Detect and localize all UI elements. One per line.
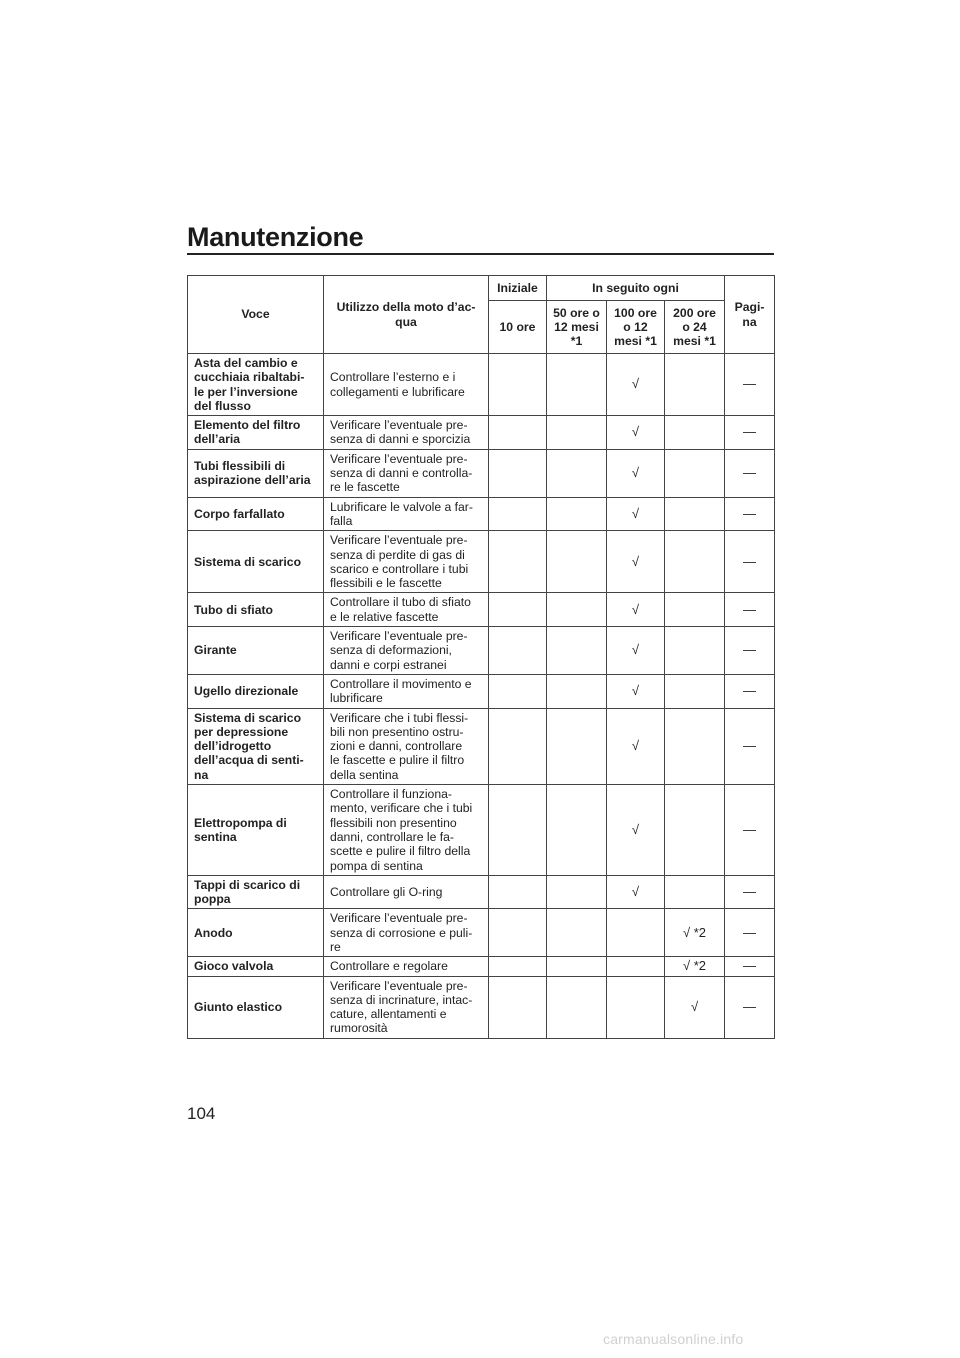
row-page: —	[725, 909, 775, 957]
row-100h	[607, 957, 665, 976]
page-number: 104	[187, 1104, 216, 1123]
row-use: Controllare il tubo di sfiato e le relative fascette	[324, 593, 489, 627]
row-10h	[489, 976, 547, 1038]
row-page: —	[725, 708, 775, 784]
row-10h	[489, 708, 547, 784]
row-50h	[547, 875, 607, 909]
watermark: carmanualsonline.info	[603, 1331, 744, 1347]
row-item: Tubi flessibili di aspirazione dell’aria	[188, 449, 324, 497]
table-row	[188, 416, 775, 450]
row-200h	[665, 593, 725, 627]
row-item: Gioco valvola	[188, 957, 324, 976]
row-200h	[665, 875, 725, 909]
row-100h: √	[607, 875, 665, 909]
row-use: Verificare l’eventuale pre- senza di corrosione e puli- re	[324, 909, 489, 957]
row-page: —	[725, 976, 775, 1038]
row-200h	[665, 627, 725, 675]
row-50h	[547, 416, 607, 450]
row-200h	[665, 416, 725, 450]
row-page: —	[725, 627, 775, 675]
row-100h: √	[607, 627, 665, 675]
table-row	[188, 497, 775, 531]
row-10h	[489, 354, 547, 416]
row-item: Tappi di scarico di poppa	[188, 875, 324, 909]
row-50h	[547, 593, 607, 627]
row-page: —	[725, 449, 775, 497]
table-row	[188, 593, 775, 627]
row-10h	[489, 957, 547, 976]
table-row	[188, 674, 775, 708]
row-200h: √	[665, 976, 725, 1038]
row-item: Elettropompa di sentina	[188, 785, 324, 876]
row-use: Controllare e regolare	[324, 957, 489, 976]
row-200h	[665, 497, 725, 531]
table-row	[188, 708, 775, 784]
row-page: —	[725, 785, 775, 876]
col-header-10h: 10 ore	[489, 301, 547, 354]
row-page: —	[725, 354, 775, 416]
row-100h: √	[607, 708, 665, 784]
table-row	[188, 957, 775, 976]
title-divider	[187, 253, 774, 255]
table-row	[188, 976, 775, 1038]
table-row	[188, 449, 775, 497]
row-50h	[547, 449, 607, 497]
row-100h: √	[607, 785, 665, 876]
row-100h: √	[607, 354, 665, 416]
row-use: Verificare l’eventuale pre- senza di danni e sporcizia	[324, 416, 489, 450]
row-200h	[665, 708, 725, 784]
row-item: Tubo di sfiato	[188, 593, 324, 627]
row-100h: √	[607, 531, 665, 593]
row-item: Giunto elastico	[188, 976, 324, 1038]
row-page: —	[725, 875, 775, 909]
row-10h	[489, 497, 547, 531]
row-50h	[547, 785, 607, 876]
row-10h	[489, 674, 547, 708]
row-200h	[665, 674, 725, 708]
col-header-use: Utilizzo della moto d’ac- qua	[324, 276, 489, 354]
row-10h	[489, 909, 547, 957]
table-body	[188, 354, 775, 1039]
row-use: Lubrificare le valvole a far- falla	[324, 497, 489, 531]
row-item: Asta del cambio e cucchiaia ribaltabi- le per l’inversione del flusso	[188, 354, 324, 416]
row-item: Sistema di scarico per depressione dell’idrogetto dell’acqua di senti- na	[188, 708, 324, 784]
col-header-page: Pagi- na	[725, 276, 775, 354]
row-100h	[607, 909, 665, 957]
row-50h	[547, 976, 607, 1038]
row-10h	[489, 785, 547, 876]
row-200h	[665, 449, 725, 497]
row-100h: √	[607, 416, 665, 450]
row-100h: √	[607, 674, 665, 708]
row-10h	[489, 416, 547, 450]
row-100h	[607, 976, 665, 1038]
row-item: Girante	[188, 627, 324, 675]
row-use: Verificare l’eventuale pre- senza di incrinature, intac- cature, allentamenti e rumorosità	[324, 976, 489, 1038]
row-use: Verificare l’eventuale pre- senza di perdite di gas di scarico e controllare i tubi flessibili e le fascette	[324, 531, 489, 593]
row-item: Ugello direzionale	[188, 674, 324, 708]
row-10h	[489, 593, 547, 627]
col-header-item: Voce	[188, 276, 324, 354]
maintenance-table	[187, 275, 775, 1039]
row-page: —	[725, 593, 775, 627]
row-10h	[489, 627, 547, 675]
row-50h	[547, 957, 607, 976]
row-use: Controllare il funziona- mento, verificare che i tubi flessibili non presentino danni, controllare le fa- scette e pulire il filtro della pompa di sentina	[324, 785, 489, 876]
table-row	[188, 909, 775, 957]
row-use: Controllare gli O-ring	[324, 875, 489, 909]
row-use: Controllare il movimento e lubrificare	[324, 674, 489, 708]
row-200h	[665, 531, 725, 593]
row-100h: √	[607, 497, 665, 531]
row-10h	[489, 531, 547, 593]
row-use: Controllare l’esterno e i collegamenti e lubrificare	[324, 354, 489, 416]
table-row	[188, 627, 775, 675]
row-50h	[547, 708, 607, 784]
col-header-50h: 50 ore o 12 mesi *1	[547, 301, 607, 354]
row-item: Sistema di scarico	[188, 531, 324, 593]
row-item: Anodo	[188, 909, 324, 957]
row-50h	[547, 674, 607, 708]
row-use: Verificare che i tubi flessi- bili non presentino ostru- zioni e danni, controllare le fascette e pulire il filtro della sentina	[324, 708, 489, 784]
row-page: —	[725, 416, 775, 450]
col-header-100h: 100 ore o 12 mesi *1	[607, 301, 665, 354]
row-100h: √	[607, 593, 665, 627]
table-row	[188, 354, 775, 416]
row-200h: √ *2	[665, 957, 725, 976]
col-header-200h: 200 ore o 24 mesi *1	[665, 301, 725, 354]
row-50h	[547, 354, 607, 416]
row-200h	[665, 354, 725, 416]
col-header-then-every: In seguito ogni	[547, 276, 725, 301]
table-row	[188, 531, 775, 593]
row-item: Corpo farfallato	[188, 497, 324, 531]
table-row	[188, 785, 775, 876]
row-100h: √	[607, 449, 665, 497]
table-row	[188, 875, 775, 909]
row-10h	[489, 875, 547, 909]
page-title: Manutenzione	[187, 222, 364, 252]
row-10h	[489, 449, 547, 497]
row-200h	[665, 785, 725, 876]
row-item: Elemento del filtro dell’aria	[188, 416, 324, 450]
row-50h	[547, 909, 607, 957]
row-page: —	[725, 674, 775, 708]
row-50h	[547, 531, 607, 593]
row-50h	[547, 497, 607, 531]
col-header-initial: Iniziale	[489, 276, 547, 301]
row-use: Verificare l’eventuale pre- senza di deformazioni, danni e corpi estranei	[324, 627, 489, 675]
row-page: —	[725, 497, 775, 531]
row-50h	[547, 627, 607, 675]
row-page: —	[725, 957, 775, 976]
row-use: Verificare l’eventuale pre- senza di danni e controlla- re le fascette	[324, 449, 489, 497]
row-page: —	[725, 531, 775, 593]
row-200h: √ *2	[665, 909, 725, 957]
